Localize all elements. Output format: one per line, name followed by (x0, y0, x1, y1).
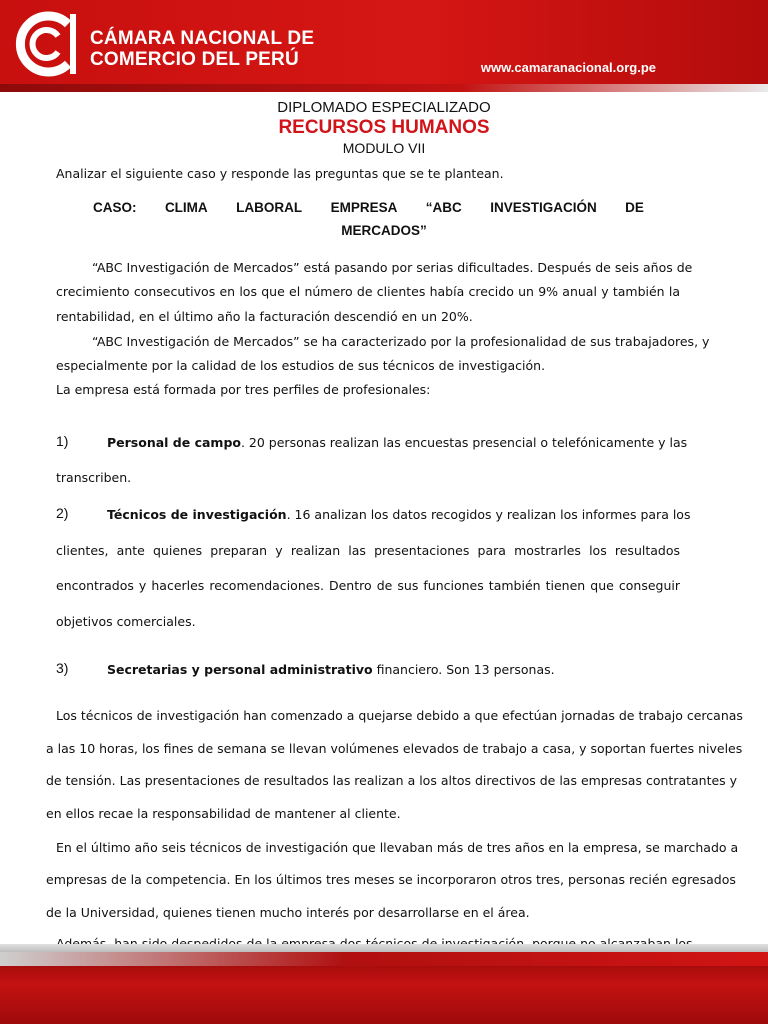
list-item-line: clientes, ante quienes preparan y realizan las presentaciones para mostrarles los resultados (56, 543, 680, 558)
paragraph-line: La empresa está formada por tres perfiles de profesionales: (56, 382, 431, 397)
footer-banner (0, 944, 768, 1024)
org-name-line2: COMERCIO DEL PERÚ (90, 49, 299, 70)
case-word: EMPRESA (330, 200, 398, 215)
paragraph-line: Los técnicos de investigación han comenzado a quejarse debido a que efectúan jornadas de trabajo cercanas (56, 708, 743, 723)
intro-text: Analizar el siguiente caso y responde las preguntas que se te plantean. (56, 166, 504, 181)
list-item-term: Secretarias y personal administrativo (107, 662, 373, 677)
course-title: RECURSOS HUMANOS (278, 117, 490, 138)
list-item-text: financiero. Son 13 personas. (372, 662, 555, 677)
paragraph-line: especialmente por la calidad de los estudios de sus técnicos de investigación. (56, 358, 546, 373)
case-word: INVESTIGACIÓN (490, 200, 597, 215)
diploma-title: DIPLOMADO ESPECIALIZADO (277, 99, 491, 116)
list-item-text: . 20 personas realizan las encuestas presencial o telefónicamente y las (240, 435, 688, 450)
paragraph-line: a las 10 horas, los fines de semana se llevan volúmenes elevados de trabajo a casa, y soportan fuertes niveles (46, 741, 743, 756)
list-item-line: encontrados y hacerles recomendaciones. Dentro de sus funciones también tienen que conseguir (56, 578, 680, 593)
org-name-line1: CÁMARA NACIONAL DE (90, 28, 315, 49)
list-item-first-line (107, 662, 555, 677)
case-heading-line1 (93, 200, 644, 215)
case-word: CASO: (93, 200, 137, 215)
case-word: “ABC (425, 200, 462, 215)
paragraph-line: empresas de la competencia. En los últimos tres meses se incorporaron otros tres, personas recién egresados (46, 872, 736, 887)
module-title: MODULO VII (342, 140, 426, 156)
list-item-line: objetivos comerciales. (56, 614, 196, 629)
case-word: DE (625, 200, 644, 215)
paragraph-line: de tensión. Las presentaciones de resultados las realizan a los altos directivos de las empresas contratantes y (46, 773, 738, 788)
list-number: 3) (56, 660, 69, 676)
list-item-line: transcriben. (56, 470, 132, 485)
list-number: 1) (56, 433, 69, 449)
case-word: CLIMA (164, 200, 208, 215)
paragraph-line: rentabilidad, en el último año la facturación descendió en un 20%. (56, 309, 473, 324)
paragraph-line: en ellos recae la responsabilidad de mantener al cliente. (46, 806, 401, 821)
paragraph-line: En el último año seis técnicos de investigación que llevaban más de tres años en la empresa, se marchado a (56, 840, 739, 855)
list-item-term: Técnicos de investigación (107, 507, 287, 522)
list-number: 2) (56, 505, 69, 521)
case-word: LABORAL (236, 200, 303, 215)
paragraph-line: “ABC Investigación de Mercados” se ha caracterizado por la profesionalidad de sus trabajadores, y (92, 334, 710, 349)
list-item-term: Personal de campo (107, 435, 241, 450)
list-item-text: . 16 analizan los datos recogidos y realizan los informes para los (286, 507, 691, 522)
list-item-first-line (107, 507, 691, 522)
paragraph-line: de la Universidad, quienes tienen mucho interés por desarrollarse en el área. (46, 905, 530, 920)
paragraph-line: “ABC Investigación de Mercados” está pasando por serias dificultades. Después de seis años de (92, 260, 693, 275)
case-heading-line2: MERCADOS” (341, 223, 427, 238)
list-item-first-line (107, 435, 688, 450)
website-link[interactable]: www.camaranacional.org.pe (480, 60, 656, 75)
paragraph-line: crecimiento consecutivos en los que el número de clientes había crecido un 9% anual y también la (56, 284, 680, 299)
